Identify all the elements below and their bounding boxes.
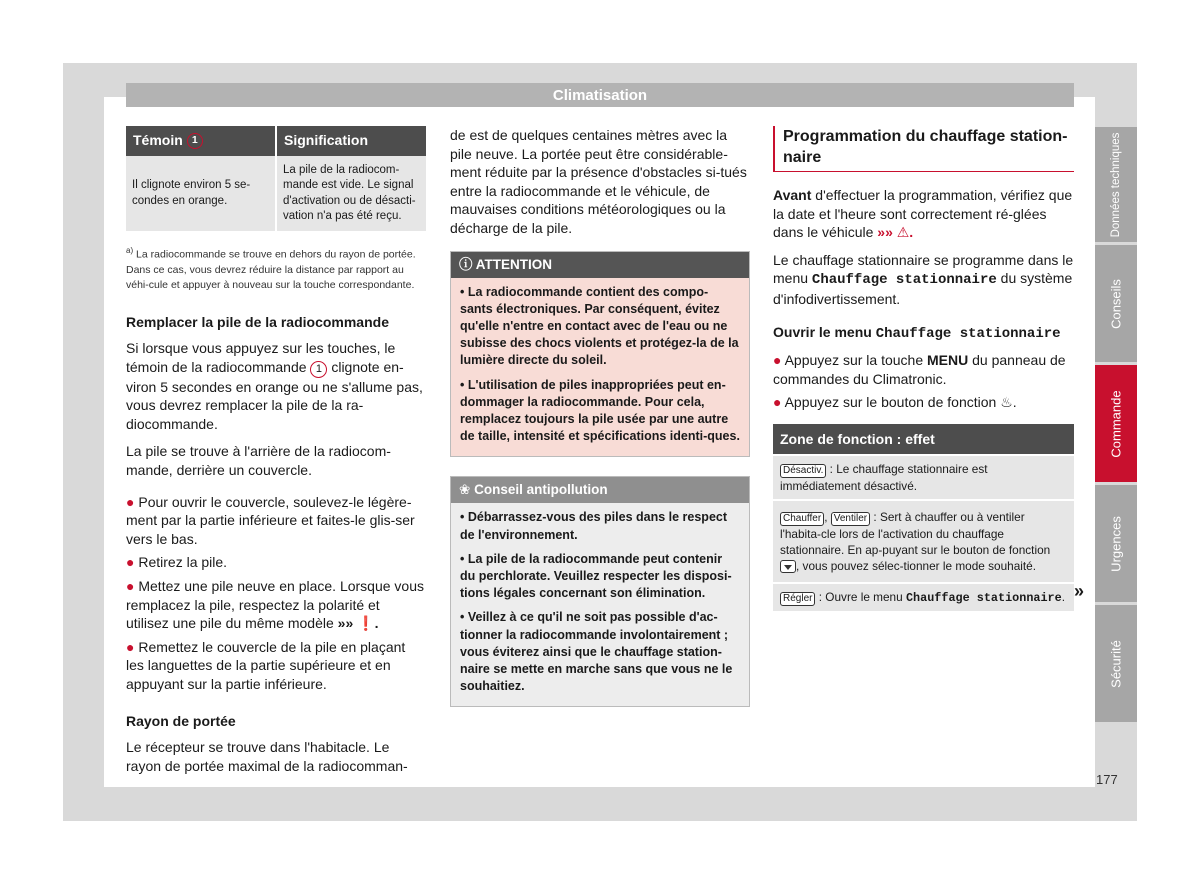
indicator-badge: 1 [187,133,203,149]
tab-emergencies[interactable]: Urgences [1095,485,1137,602]
section-title-replace: Remplacer la pile de la radiocommande [126,313,389,330]
section-title-open-menu: Ouvrir le menu Chauffage stationnaire [773,323,1061,342]
paragraph: de est de quelques centaines mètres avec la pile neuve. La portée peut être considérable-ment réduite par la présence d'obstacles si-tués entre la radiocommande et le véhicule, de mauvaises conditions météorologiques ou la décharge de la pile. [450,127,747,236]
page-number: 177 [1096,772,1118,787]
zone-row: Chauffer , Ventiler : Sert à chauffer ou à ventiler l'habita-cle lors de l'activation du chauffage stationnaire. En ap-puyant sur le bouton de fonction , vous pouvez sélec-tionner le mode souhaité. [773,501,1074,582]
tab-technical-data[interactable]: Données techniques [1095,127,1137,242]
environment-box [450,476,750,707]
attention-header: ⓘ ATTENTION [451,252,749,278]
table-cell: Il clignote environ 5 se-condes en orange. [126,156,276,231]
footnote: $^{a)}$ La radiocommande se trouve en dehors du rayon de portée. Dans ce cas, vous devrez réduire la distance par rapport au véhi-cule et appuyer à nouveau sur la touche correspondante. [126,246,416,291]
zone-table-header: Zone de fonction : effet [773,424,1074,454]
section-title-range: Rayon de portée [126,712,236,729]
list-item: ● Appuyez sur le bouton de fonction ♨. [773,394,1017,411]
list-item: ● Appuyez sur la touche MENU du panneau de commandes du Climatronic. [773,352,1066,387]
key-heat: Chauffer [780,512,824,526]
zone-row: Régler : Ouvre le menu Chauffage stationnaire. [773,584,1074,611]
column-middle [450,126,750,707]
tab-advice[interactable]: Conseils [1095,245,1137,362]
list-item: • La radiocommande contient des compo-sants électroniques. Par conséquent, évitez qu'elle n'entre en contact avec de l'eau ou ne subisse des chocs violents et protégez-la de la lumière directe du soleil. [460,284,739,368]
column-left [126,126,426,784]
indicator-badge: 1 [310,361,327,378]
list-item: ● Pour ouvrir le couvercle, soulevez-le légère-ment par la partie inférieure et faites-le glis-ser vers le bas. [126,493,415,547]
paragraph: Le chauffage stationnaire se programme dans le menu Chauffage stationnaire du système d'infodivertissement. [773,251,1074,307]
key-adjust: Régler [780,592,815,606]
paragraph: Le récepteur se trouve dans l'habitacle. Le rayon de portée maximal de la radiocomman- [126,739,408,774]
chevron-down-icon [780,560,796,573]
paragraph: Si lorsque vous appuyez sur les touches, le témoin de la radiocommande 1 clignote en-viron 5 secondes en orange ou ne s'allume pas, vous devrez remplacer la pile de la ra-diocommande. [126,340,423,432]
tab-operation[interactable]: Commande [1095,365,1137,482]
table-header-meaning: Signification [276,126,426,156]
list-item: ● Retirez la pile. [126,554,228,571]
list-item: • La pile de la radiocommande peut contenir du perchlorate. Veuillez respecter les disposi-tions légales concernant son élimination. [460,551,732,601]
heater-icon: ♨. [1000,394,1017,411]
warning-icon: ⓘ [459,256,473,272]
section-title-programming: Programmation du chauffage station-naire [773,126,1074,172]
flower-icon: ❀ [459,482,471,498]
column-right [773,126,1074,611]
environment-header: ❀ Conseil antipollution [451,477,749,503]
key-ventilate: Ventiler [831,512,870,526]
continue-marker: » [1074,581,1085,601]
key-deactivate: Désactiv. [780,464,826,478]
menu-key: MENU [927,352,969,369]
attention-box [450,251,750,458]
zone-row: Désactiv. : Le chauffage stationnaire est immédiatement désactivé. [773,456,1074,499]
indicator-table [126,126,426,231]
table-header-indicator: Témoin 1 [126,126,276,156]
list-item: • L'utilisation de piles inappropriées peut en-dommager la radiocommande. Pour cela, remplacez toujours la pile usée par une autre de taille, intensité et spécifications identi-ques. [460,377,740,444]
list-item: • Veillez à ce qu'il ne soit pas possible d'ac-tionner la radiocommande involontairement ; vous éviterez ainsi que le chauffage station-naire se mette en marche sans que vous ne le souhaitiez. [460,610,733,694]
list-item: ● Mettez une pile neuve en place. Lorsque vous remplacez la pile, respectez la polarité et utilisez une pile du même modèle »» ❗. [126,578,424,632]
tab-safety[interactable]: Sécurité [1095,605,1137,722]
paragraph: La pile se trouve à l'arrière de la radiocom-mande, derrière un couvercle. [126,443,391,479]
list-item: • Débarrassez-vous des piles dans le respect de l'environnement. [460,510,728,542]
list-item: ● Remettez le couvercle de la pile en plaçant les languettes de la partie supérieure et en appuyant sur la partie inférieure. [126,638,406,692]
chapter-header: Climatisation [126,83,1074,107]
table-cell: La pile de la radiocom-mande est vide. Le signal d'activation ou de désacti-vation n'a pas été reçu. [276,156,426,231]
paragraph: Avant d'effectuer la programmation, vérifiez que la date et l'heure sont correctement ré-glées dans le véhicule »» ⚠. [773,187,1073,241]
section-tabs [1095,127,1137,725]
